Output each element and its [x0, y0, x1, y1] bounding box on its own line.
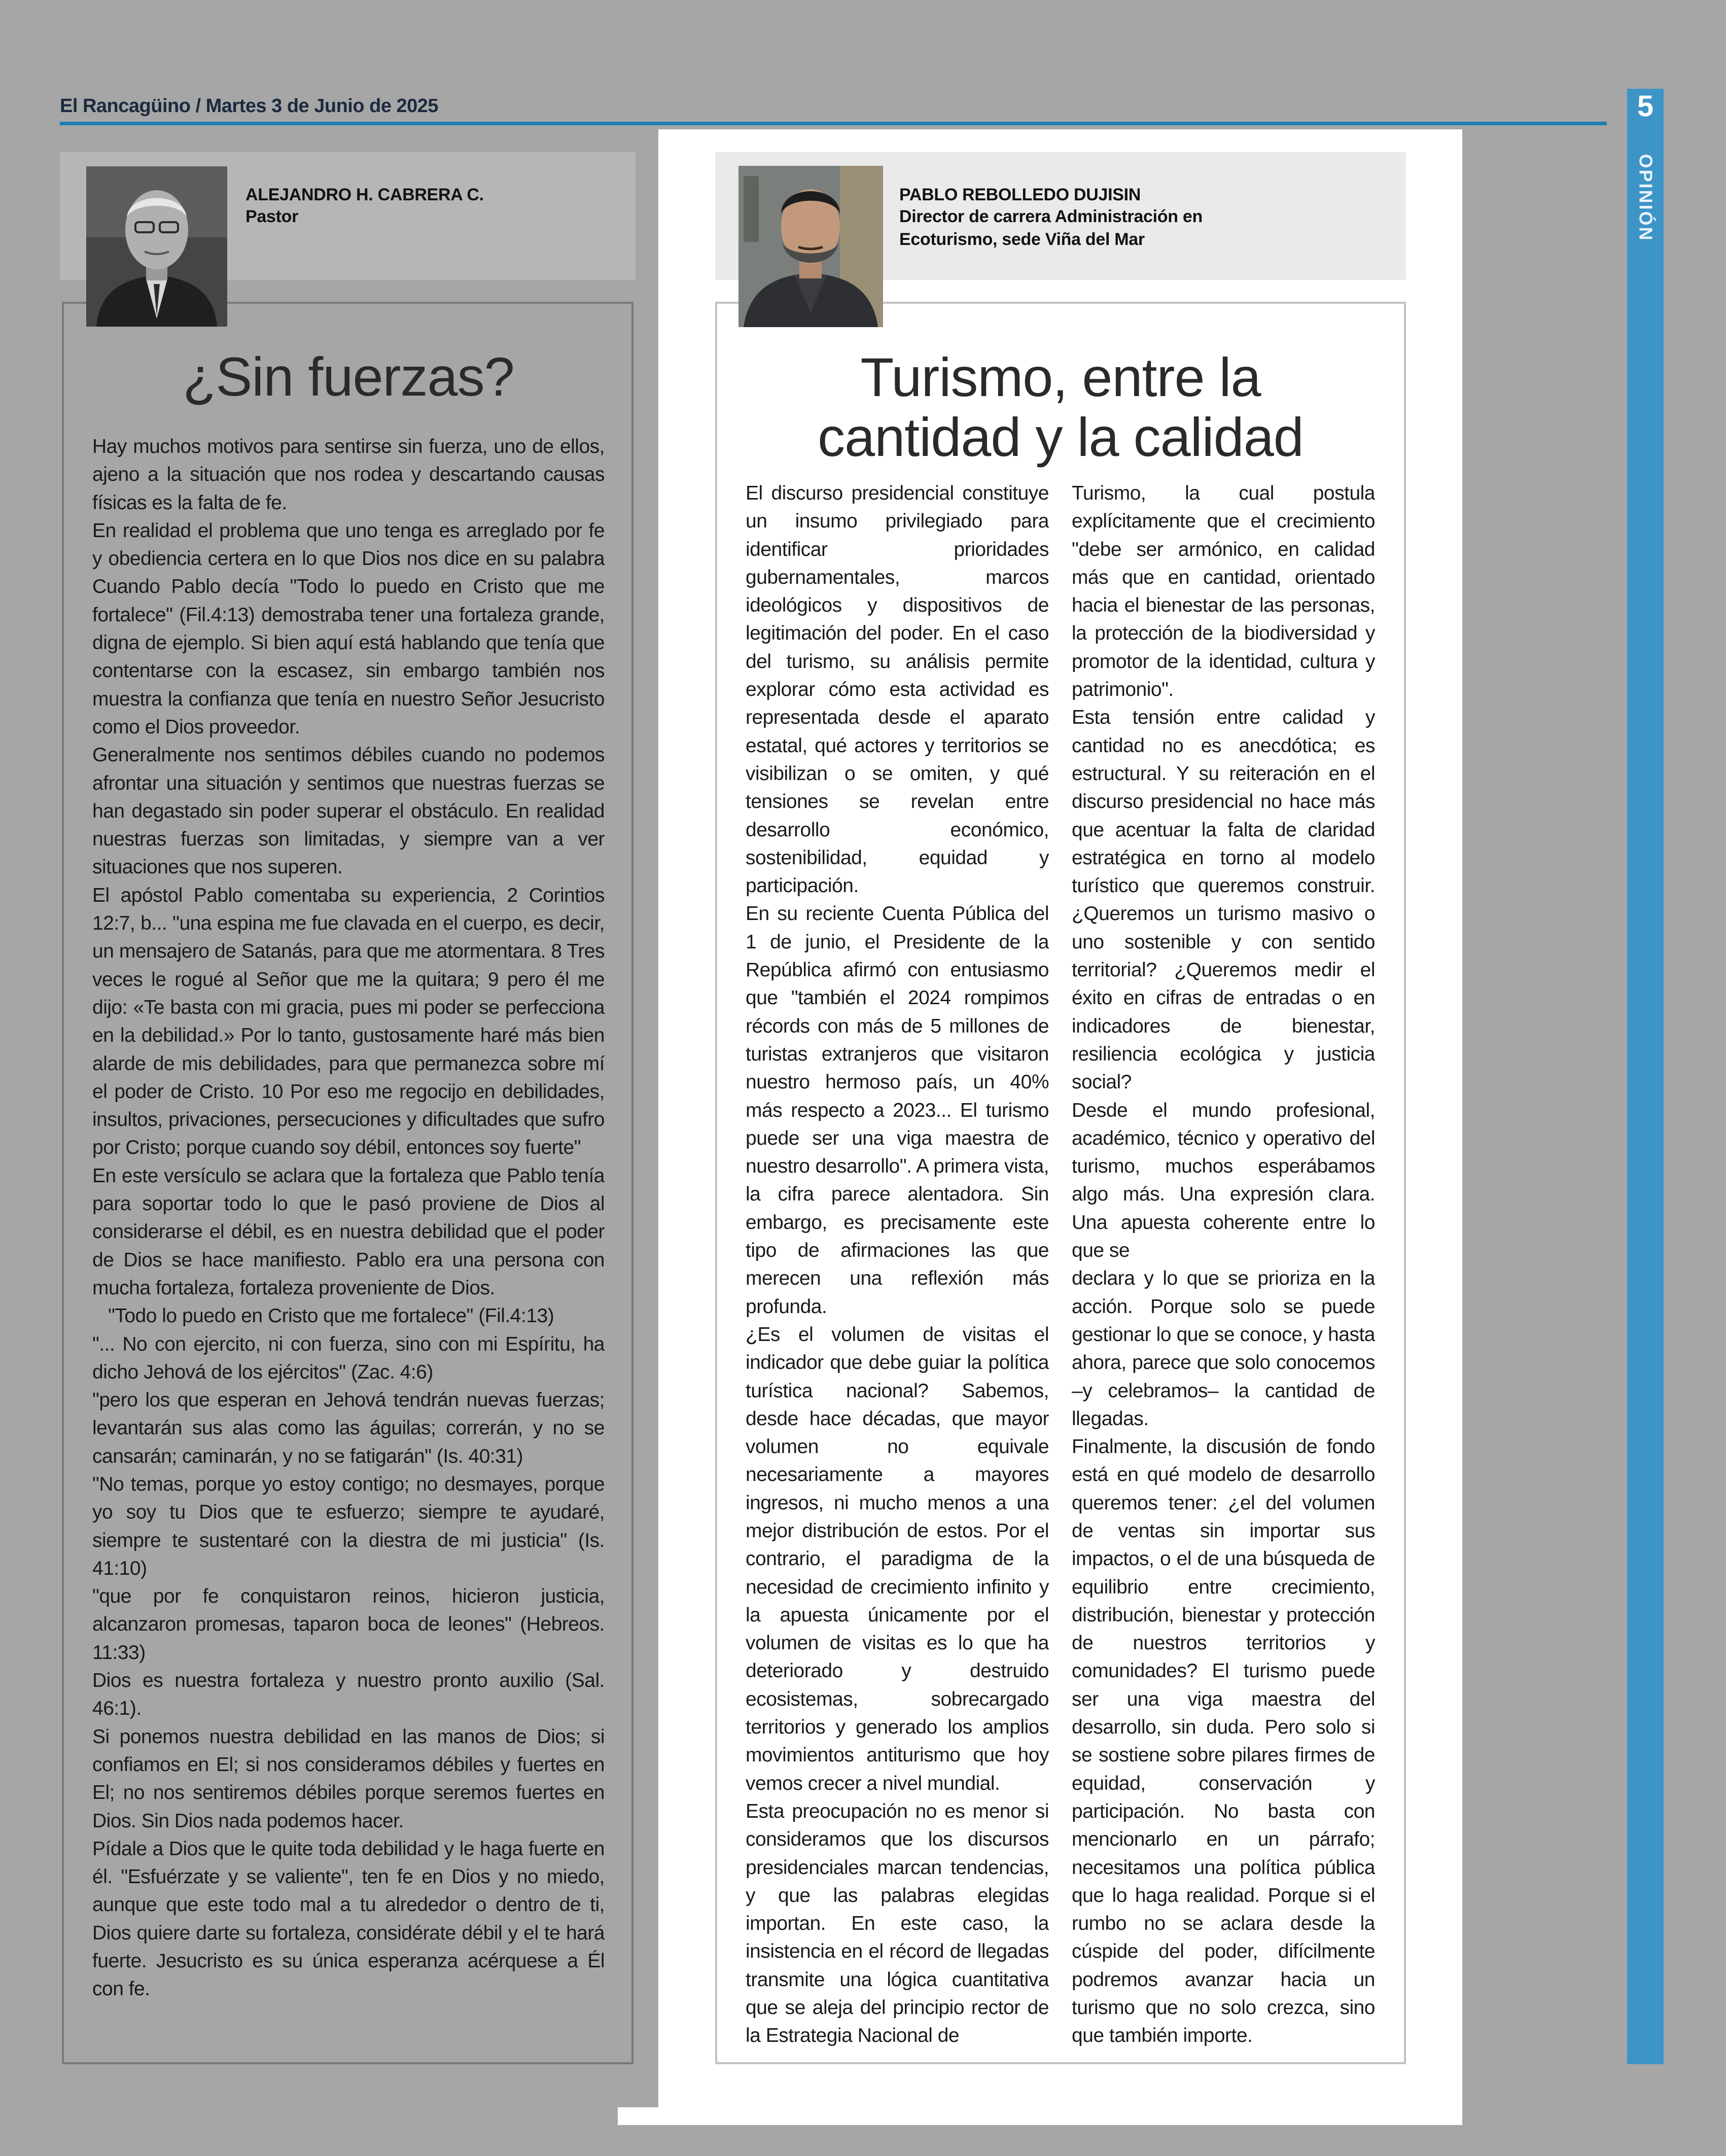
- paragraph: Pídale a Dios que le quite toda debilidad y le haga fuerte en él. "Esfuérzate y se valiente", ten fe en Dios y no miedo, aunque que este todo mal a tu alrededor o dentro de ti, Dios quiere darte su fortaleza, considérate débil y el te hará fuerte. Jesucristo es su única esperanza acérquese a Él con fe.: [92, 1837, 605, 2000]
- paragraph: "que por fe conquistaron reinos, hicieron justicia, alcanzaron promesas, taparon boca de leones" (Hebreos. 11:33): [92, 1585, 605, 1664]
- paragraph: El apóstol Pablo comentaba su experiencia, 2 Corintios 12:7, b... "una espina me fue clavada en el cuerpo, es decir, un mensajero de Satanás, para que me atormentara. 8 Tres veces le rogué al Señor que me la quitara; 9 pero él me dijo: «Te basta con mi gracia, pues mi poder se perfecciona en la debilidad.» Por lo tanto, gustosamente haré más bien alarde de mis debilidades, para que permanezca sobre mí el poder de Cristo. 10 Por eso me regocijo en debilidades, insultos, privaciones, persecuciones y dificultades que sufro por Cristo; porque cuando soy débil, entonces soy fuerte": [92, 884, 605, 1159]
- paragraph: "Todo lo puedo en Cristo que me fortalece" (Fil.4:13): [92, 1305, 554, 1327]
- paragraph: En realidad el problema que uno tenga es arreglado por fe y obediencia certera en lo que Dios nos dice en su palabra Cuando Pablo decía "Todo lo puedo en Cristo que me fortalece" (Fil.4:13) demostraba tener una fortaleza grande, digna de ejemplo. Si bien aquí está hablando que tenía que contentarse con la escasez, sin embargo también nos muestra la confianza que tenía en nuestro Señor Jesucristo como el Dios proveedor.: [92, 519, 605, 738]
- paragraph: Si ponemos nuestra debilidad en las manos de Dios; si confiamos en El; si nos consideramos débiles y fuertes en El; no nos sentiremos débiles porque seremos fuertes en Dios. Sin Dios nada podemos hacer.: [92, 1725, 605, 1832]
- section-sidebar: [1627, 89, 1664, 2064]
- left-author-name: ALEJANDRO H. CABRERA C.: [245, 185, 484, 204]
- section-label: [1627, 152, 1664, 243]
- title-line: Turismo, entre la: [860, 346, 1261, 408]
- paragraph: "pero los que esperan en Jehová tendrán nuevas fuerzas; levantarán sus alas como las águilas; correrán, y no se cansarán; caminarán, y no se fatigarán" (Is. 40:31): [92, 1389, 605, 1467]
- paragraph: Generalmente nos sentimos débiles cuando no podemos afrontar una situación y sentimos que nuestras fuerzas se han degastado sin poder superar el obstáculo. En realidad nuestras fuerzas son limitadas, y siempre van a ver situaciones que nos superen.: [92, 744, 605, 878]
- right-sheet-notch: [618, 2107, 659, 2125]
- paragraph: declara y lo que se prioriza en la acción. Porque solo se puede gestionar lo que se conoce, y hasta ahora, parece que solo conocemos –y celebramos– la cantidad de llegadas.: [1072, 1267, 1375, 1430]
- header-rule: [60, 122, 1607, 125]
- paragraph: Turismo, la cual postula explícitamente que el crecimiento "debe ser armónico, en calidad más que en cantidad, orientado hacia el bienestar de las personas, la protección de la biodiversidad y promotor de la identidad, cultura y patrimonio".: [1072, 482, 1375, 701]
- section-label-text: OPINIÓN: [1635, 154, 1657, 242]
- left-author-role: Pastor: [245, 207, 299, 226]
- paragraph: Dios es nuestra fortaleza y nuestro pronto auxilio (Sal. 46:1).: [92, 1670, 605, 1720]
- right-article-column-2: [1072, 479, 1375, 2052]
- paragraph: "No temas, porque yo estoy contigo; no desmayes, porque yo soy tu Dios que te esfuerzo; siempre te ayudaré, siempre te sustentaré con la diestra de mi justicia" (Is. 41:10): [92, 1473, 605, 1579]
- paragraph: ¿Es el volumen de visitas el indicador que debe guiar la política turística nacional? Sabemos, desde hace décadas, que mayor volumen no equivale necesariamente a mayores ingresos, ni mucho menos a una mejor distribución de estos. Por el contrario, el paradigma de la necesidad de crecimiento infinito y la apuesta únicamente por el volumen de visitas es lo que ha deteriorado y destruido ecosistemas, sobrecargado territorios y generado los amplios movimientos antiturismo que hoy vemos crecer a nivel mundial.: [746, 1323, 1049, 1794]
- paragraph: En este versículo se aclara que la fortaleza que Pablo tenía para soportar todo lo que le pasó proviene de Dios al considerarse el débil, es en nuestra debilidad que el poder de Dios se hace manifiesto. Pablo era una persona con mucha fortaleza, fortaleza proveniente de Dios.: [92, 1164, 605, 1299]
- paragraph: Esta preocupación no es menor si consideramos que los discursos presidenciales marcan tendencias, y que las palabras elegidas importan. En este caso, la insistencia en el récord de llegadas transmite una lógica cuantitativa que se aleja del principio rector de la Estrategia Nacional de: [746, 1800, 1049, 2047]
- left-article-body: [92, 433, 605, 2045]
- paragraph: En su reciente Cuenta Pública del 1 de junio, el Presidente de la República afirmó con entusiasmo que "también el 2024 rompimos récords con más de 5 millones de turistas extranjeros que visitaron nuestro hermoso país, un 40% más respecto a 2023... El turismo puede ser una viga maestra de nuestro desarrollo". A primera vista, la cifra parece alentadora. Sin embargo, es precisamente este tipo de afirmaciones las que merecen una reflexión más profunda.: [746, 903, 1049, 1318]
- left-article-title: ¿Sin fuerzas?: [183, 346, 514, 407]
- author-photo-rebolledo: [738, 166, 883, 327]
- author-photo-cabrera: [86, 166, 227, 327]
- paragraph: Finalmente, la discusión de fondo está en qué modelo de desarrollo queremos tener: ¿el del volumen de ventas sin importar sus impactos, o el de una búsqueda de equilibrio entre crecimiento, distribución, bienestar y protección de nuestros territorios y comunidades? El turismo puede ser una viga maestra del desarrollo, sin duda. Pero solo si se sostiene sobre pilares firmes de equidad, conservación y participación. No basta con mencionarlo en un párrafo; necesitamos una política pública que lo haga realidad. Porque si el rumbo no se aclara desde la cúspide del poder, difícilmente podremos avanzar hacia un turismo que no solo crezca, sino que también importe.: [1072, 1436, 1375, 2047]
- paragraph: "... No con ejercito, ni con fuerza, sino con mi Espíritu, ha dicho Jehová de los ejércitos" (Zac. 4:6): [92, 1333, 605, 1383]
- page-number: 5: [1637, 90, 1654, 123]
- paragraph: Esta tensión entre calidad y cantidad no es anecdótica; es estructural. Y su reiteración en el discurso presidencial no hace más que acentuar la falta de claridad estratégica en torno al modelo turístico que queremos construir. ¿Queremos un turismo masivo o uno sostenible y con sentido territorial? ¿Queremos medir el éxito en cifras de entradas o en indicadores de bienestar, resiliencia ecológica y justicia social?: [1072, 706, 1375, 1093]
- right-author-role: Director de carrera Administración en Ecoturismo, sede Viña del Mar: [899, 207, 1203, 249]
- page-header-text: El Rancagüino / Martes 3 de Junio de 2025: [60, 95, 439, 117]
- paragraph: Desde el mundo profesional, académico, técnico y operativo del turismo, muchos esperábamos algo más. Una expresión clara. Una apuesta coherente entre lo que se: [1072, 1099, 1375, 1262]
- right-author-name: PABLO REBOLLEDO DUJISIN: [899, 185, 1141, 204]
- right-article-title: [718, 347, 1403, 467]
- right-article-column-1: [746, 479, 1049, 2052]
- portrait-image: [738, 166, 883, 327]
- paragraph: Hay muchos motivos para sentirse sin fuerza, uno de ellos, ajeno a la situación que nos rodea y descartando causas físicas es la falta de fe.: [92, 436, 605, 514]
- title-line: cantidad y la calidad: [818, 406, 1304, 468]
- portrait-image: [86, 166, 227, 327]
- paragraph: El discurso presidencial constituye un insumo privilegiado para identificar prioridades gubernamentales, marcos ideológicos y dispositivos de legitimación del poder. En el caso del turismo, su análisis permite explorar cómo esta actividad es representada desde el aparato estatal, qué actores y territorios se visibilizan o se omiten, y qué tensiones se revelan entre desarrollo económico, sostenibilidad, equidad y participación.: [746, 482, 1049, 897]
